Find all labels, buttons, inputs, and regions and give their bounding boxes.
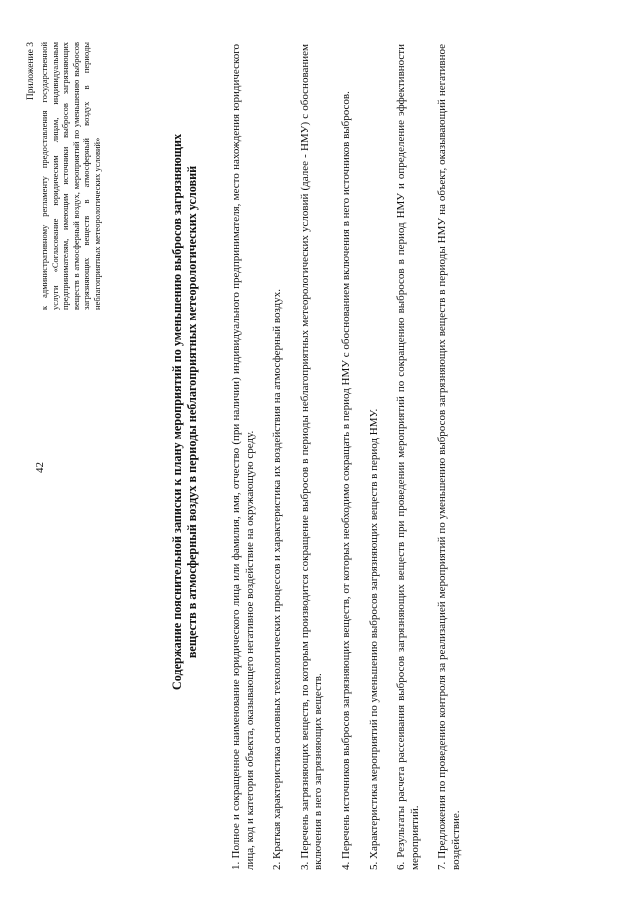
list-item: 2. Краткая характеристика основных технологических процессов и характеристика их воздействия на атмосферный воздух. [271,289,284,870]
appendix-title: Приложение 3 [26,42,36,101]
list-item: 4. Перечень источников выбросов загрязняющих веществ, от которых необходимо сокращать в период НМУ с обоснованием включения в него источников выбросов. [339,91,352,870]
appendix-text: к административному регламенту предоставления государственной услуги «Согласование юридическим лицам, индивидуальным предпринимателям, имеющим источники выбросов загрязняющих веществ в атмосферный воздух, мероприятий по уменьшению выбросов загрязняющих веществ в атмосферный воздух в периоды неблагоприятных метеорологических условий» [39,42,102,310]
list-item: 6. Результаты расчета рассеивания выбросов загрязняющих веществ при проведении мероприятий по сокращению выбросов в период НМУ и определение эффективности мероприятий. [395,44,421,870]
list-item: 3. Перечень загрязняющих веществ, по которым производится сокращение выбросов в периоды неблагоприятных метеорологических условий (далее - НМУ) с обоснованием включения в него загрязняющих веществ. [298,44,325,870]
appendix-header [26,42,103,310]
list-item: 5. Характеристика мероприятий по уменьшению выбросов загрязняющих веществ в период НМУ. [367,408,380,870]
list-item: 7. Предложения по проведению контроля за реализацией мероприятий по уменьшению выбросов загрязняющих веществ в периоды НМУ на объект, оказывающий негативное воздействие. [436,44,462,870]
document-title: Содержание пояснительной записки к плану мероприятий по уменьшению выбросов загрязняющих веществ в атмосферный воздух в периоды неблагоприятных метеорологических условий [170,133,199,691]
page-number: 42 [34,462,46,473]
list-item: 1. Полное и сокращенное наименование юридического лица или фамилия, имя, отчество (при наличии) индивидуального предпринимателя, место нахождения юридического лица, код и категория объекта, оказывающего негативное воздействие на окружающую среду. [230,44,256,870]
contents-list [230,44,478,870]
